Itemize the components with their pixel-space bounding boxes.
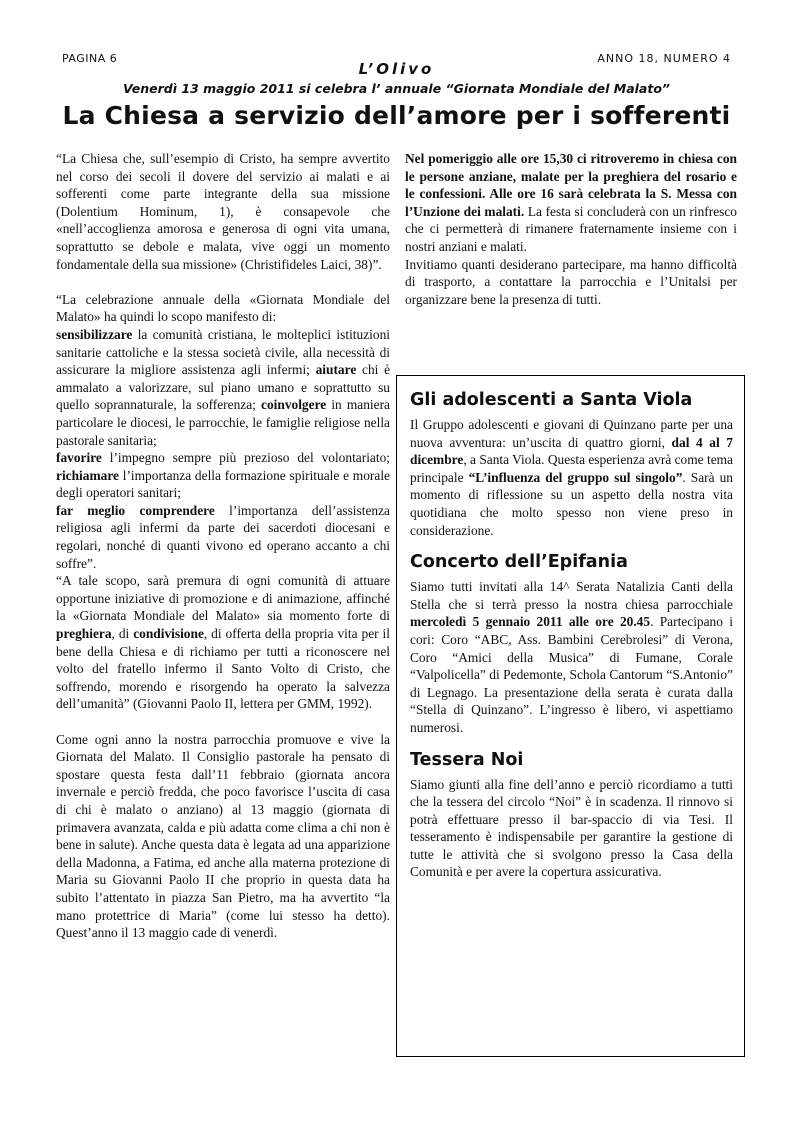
text: , di offerta della propria vita per il bene della Chiesa e di richiamo per tutti a riconoscere nel volto del fratello infermo il Santo Volto di Cristo, che soffrendo, morendo e risorgendo ha operato la salvezza dell’umanità” (Giovanni Paolo II, lettera per GMM, 1992). xyxy=(56,626,390,712)
article-kicker: Venerdì 13 maggio 2011 si celebra l’ annuale “Giornata Mondiale del Malato” xyxy=(123,81,670,96)
issue-number: ANNO 18, NUMERO 4 xyxy=(597,52,731,65)
keyword-far-meglio-comprendere: far meglio comprendere xyxy=(56,502,215,518)
keyword-aiutare: aiutare xyxy=(315,362,357,378)
article-right-column xyxy=(405,150,737,308)
section-body xyxy=(410,416,733,539)
section-title: Tessera Noi xyxy=(410,749,524,770)
paragraph-objectives xyxy=(56,291,390,573)
text: . Sarà un momento di riflessione su un aspetto della nostra vita quotidiana che molto spesso non viene preso in considerazione. xyxy=(410,469,734,538)
keyword-richiamare: richiamare xyxy=(56,467,119,483)
paragraph-invitation: Invitiamo quanti desiderano partecipare, ma hanno difficoltà di trasporto, a contattare la parrocchia e l’Unitalsi per organizzare bene la presenza di tutti. xyxy=(405,256,737,307)
section-body xyxy=(410,578,733,736)
date-bold: mercoledì 5 gennaio 2011 alle ore 20.45 xyxy=(410,614,651,630)
schedule-bold: Nel pomeriggio alle ore 15,30 ci ritroveremo in chiesa con le persone anziane, malate per la preghiera del rosario e le confessioni. Alle ore 16 sarà celebrata la S. Messa con l’Unzione dei malati. xyxy=(405,151,737,219)
text: , a Santa Viola. Questa esperienza avrà come tema principale xyxy=(410,452,733,485)
text: Siamo tutti invitati alla 14^ Serata Natalizia Canti della Stella che si terrà presso la nostra chiesa parrocchiale xyxy=(410,579,733,612)
text: chi è ammalato a valorizzare, sul piano umano e soprattutto su quello soprannaturale, la sofferenza; xyxy=(56,362,391,413)
keyword-preghiera: preghiera xyxy=(56,626,112,642)
text: “A tale scopo, sarà premura di ogni comunità di attuare opportune iniziative di promozione e di animazione, affinché la «Giornata Mondiale del Malato» sia momento forte di xyxy=(56,573,390,624)
text: in maniera particolare le diocesi, le parrocchie, le famiglie religiose nella pastorale sanitaria; xyxy=(56,397,390,448)
objectives-intro: “La celebrazione annuale della «Giornata Mondiale del Malato» ha quindi lo scopo manifesto di: xyxy=(56,291,390,325)
news-box xyxy=(396,375,745,1057)
paragraph-purpose xyxy=(56,572,390,713)
text: l’importanza dell’assistenza religiosa agli infermi da parte dei sacerdoti diocesani e regolari, nonché di quanti vivono ed operano accanto a chi soffre”. xyxy=(56,502,390,571)
text: l’impegno sempre più prezioso del volontariato; xyxy=(101,450,390,466)
section-concerto xyxy=(410,552,733,736)
section-title: Concerto dell’Epifania xyxy=(410,552,628,573)
text: Il Gruppo adolescenti e giovani di Quinzano parte per una nuova avventura: un’uscita di quattro giorni, xyxy=(410,417,733,450)
keyword-coinvolgere: coinvolgere xyxy=(261,397,327,413)
text: . Partecipano i cori: Coro “ABC, Ass. Bambini Cerebrolesi” di Verona, Coro “Amici della Musica” di Fumane, Corale “Valpolicella” di Pedemonte, Schola Cantorum “S.Antonio” di Legnago. La presentazione della serata è curata dalla “Stella di Quinzano”. L’ingresso è libero, vi aspettiamo numerosi. xyxy=(410,614,733,735)
paragraph-quote-intro: “La Chiesa che, sull’esempio di Cristo, ha sempre avvertito nel corso dei secoli il dovere del servizio ai malati e ai sofferenti come parte integrante della sua missione (Dolentium Hominum, 1), è consapevole che «nell’accoglienza amorosa e generosa di ogni vita umana, soprattutto se debole e malata, vive oggi un momento fondamentale della sua missione» (Christifideles Laici, 38)”. xyxy=(56,151,390,272)
keyword-favorire: favorire xyxy=(56,450,102,466)
paragraph-schedule xyxy=(405,150,737,256)
section-title: Gli adolescenti a Santa Viola xyxy=(410,390,693,410)
dates-bold: dal 4 al 7 dicembre xyxy=(410,434,733,468)
masthead: L’Olivo xyxy=(358,60,435,78)
keyword-sensibilizzare: sensibilizzare xyxy=(56,326,133,342)
text: La festa si concluderà con un rinfresco che ci permetterà di rimanere fraternamente insieme con i nostri anziani e malati. xyxy=(405,203,737,254)
theme-bold: “L’influenza del gruppo sul singolo” xyxy=(468,469,683,485)
article-headline: La Chiesa a servizio dell’amore per i sofferenti xyxy=(62,101,731,130)
paragraph-parish: Come ogni anno la nostra parrocchia promuove e vive la Giornata del Malato. Il Consiglio pastorale ha pensato di spostare questa festa dall’11 febbraio (giornata ancora invernale e perciò fredda, che poco favorisce l’uscita di casa di chi è malato o anziano) al 13 maggio (giornata di primavera avanzata, calda e più adatta come clima a chi non è bene in salute). Anche questa data è legata ad una apparizione della Madonna, a Fatima, ed anche alla materna protezione di Maria su Giovanni Paolo II che proprio in questa data ha subito l’attentato in piazza San Pietro, ma ha avvertito “la mano protettrice di Maria” (come lui stesso ha detto). Quest’anno il 13 maggio cade di venerdì. xyxy=(56,731,390,941)
section-adolescenti xyxy=(410,390,733,539)
text: l’importanza della formazione spirituale e morale degli operatori sanitari; xyxy=(56,467,390,501)
section-body: Siamo giunti alla fine dell’anno e perciò ricordiamo a tutti che la tessera del circolo “Noi” è in scadenza. Il rinnovo si potrà effettuare presso il bar-spaccio di via Tesi. Il tesseramento è indispensabile per garantire la gestione di tutte le attività che si svolgono presso la Casa della Comunità e per avere la copertura assicurativa. xyxy=(410,776,733,880)
section-tessera xyxy=(410,750,733,882)
text: , di xyxy=(111,626,134,642)
keyword-condivisione: condivisione xyxy=(133,626,204,642)
text: la comunità cristiana, le molteplici istituzioni sanitarie cattoliche e la stessa società civile, alla necessità di assicurare la migliore assistenza agli infermi; xyxy=(56,326,390,378)
article-left-column xyxy=(56,150,390,942)
page-number: PAGINA 6 xyxy=(62,52,118,65)
